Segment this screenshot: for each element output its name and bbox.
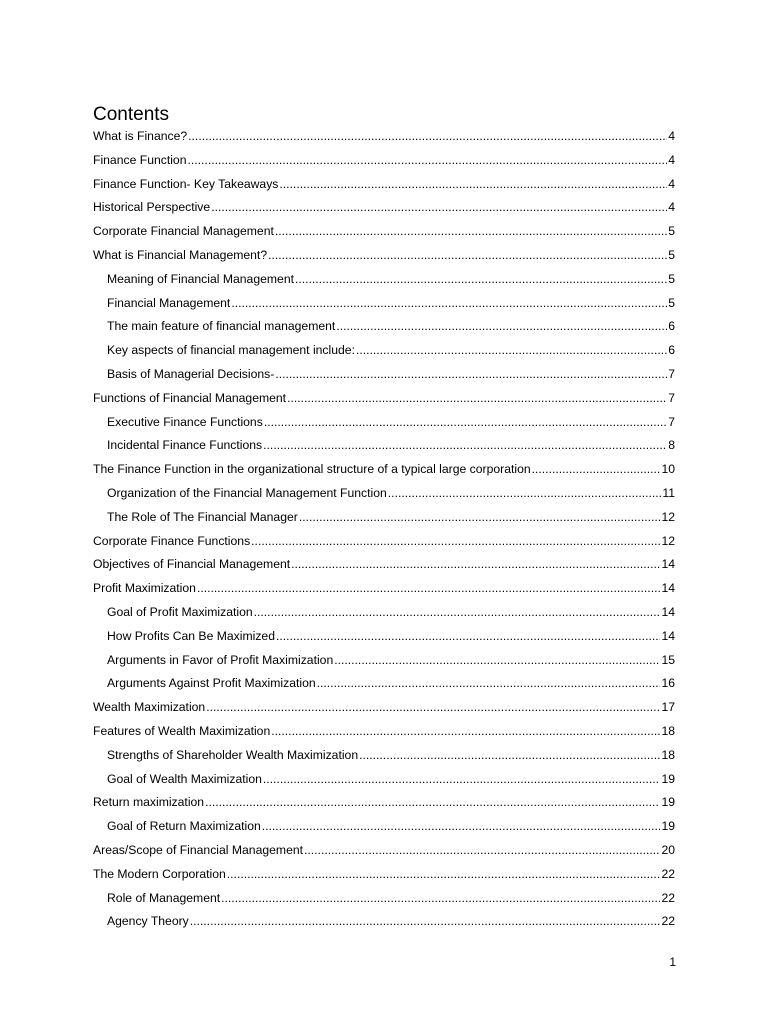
toc-entry[interactable] [93, 363, 675, 387]
toc-entry[interactable] [93, 315, 675, 339]
toc-entry-page: 17 [661, 700, 675, 715]
toc-entry-label: Agency Theory [107, 914, 189, 929]
toc-entry-page: 22 [661, 866, 675, 881]
toc-entry-page: 5 [668, 247, 675, 262]
toc-entry-label: Incidental Finance Functions [107, 438, 263, 453]
toc-dot-leader [254, 601, 661, 625]
toc-entry[interactable] [93, 696, 675, 720]
page-title: Contents [93, 104, 170, 125]
toc-entry-label: Historical Perspective [93, 200, 211, 215]
toc-entry-label: Return maximization [93, 795, 205, 810]
toc-entry[interactable] [93, 625, 675, 649]
toc-entry-page: 4 [668, 152, 675, 167]
toc-entry[interactable] [93, 506, 675, 530]
toc-dot-leader [264, 411, 667, 435]
toc-entry-page: 4 [668, 129, 675, 143]
toc-entry[interactable] [93, 577, 675, 601]
toc-entry[interactable] [93, 292, 675, 316]
toc-entry[interactable] [93, 839, 675, 863]
toc-dot-leader [287, 387, 667, 411]
toc-entry-label: Key aspects of financial management include: [107, 343, 355, 358]
toc-entry[interactable] [93, 672, 675, 696]
toc-dot-leader [221, 887, 660, 911]
toc-entry-label: What is Financial Management? [93, 247, 268, 262]
toc-entry-label: Functions of Financial Management [93, 390, 287, 405]
toc-entry-page: 8 [668, 438, 675, 453]
toc-entry-label: The Modern Corporation [93, 866, 226, 881]
toc-dot-leader [532, 458, 661, 482]
toc-entry-label: Profit Maximization [93, 581, 196, 596]
toc-entry-label: Basis of Managerial Decisions- [107, 366, 275, 381]
toc-dot-leader [211, 196, 667, 220]
toc-entry[interactable] [93, 244, 675, 268]
toc-entry-page: 19 [661, 771, 675, 786]
toc-entry-page: 5 [668, 295, 675, 310]
toc-entry-page: 4 [668, 176, 675, 191]
toc-entry[interactable] [93, 815, 675, 839]
toc-entry[interactable] [93, 411, 675, 435]
toc-entry-label: The Role of The Financial Manager [107, 509, 298, 524]
toc-entry-label: What is Finance? [93, 129, 188, 143]
toc-entry[interactable] [93, 553, 675, 577]
toc-dot-leader [188, 149, 668, 173]
toc-entry-label: The Finance Function in the organizational structure of a typical large corporation [93, 462, 531, 477]
toc-entry-page: 19 [661, 795, 675, 810]
toc-entry[interactable] [93, 458, 675, 482]
toc-entry-page: 4 [668, 200, 675, 215]
toc-entry[interactable] [93, 387, 675, 411]
toc-entry-page: 22 [661, 890, 675, 905]
toc-entry[interactable] [93, 530, 675, 554]
toc-dot-leader [227, 863, 661, 887]
toc-entry-page: 7 [668, 414, 675, 429]
toc-dot-leader [317, 672, 661, 696]
table-of-contents [93, 125, 675, 934]
toc-entry[interactable] [93, 339, 675, 363]
toc-entry-page: 14 [661, 557, 675, 572]
toc-entry-label: How Profits Can Be Maximized [107, 628, 275, 643]
toc-entry[interactable] [93, 434, 675, 458]
toc-entry[interactable] [93, 863, 675, 887]
toc-entry-page: 14 [661, 604, 675, 619]
toc-entry-label: Corporate Financial Management [93, 224, 274, 239]
toc-dot-leader [275, 220, 667, 244]
toc-entry-page: 11 [662, 485, 675, 500]
toc-entry-label: Features of Wealth Maximization [93, 723, 271, 738]
toc-dot-leader [279, 173, 667, 197]
toc-entry-label: Goal of Profit Maximization [107, 604, 253, 619]
toc-dot-leader [231, 292, 667, 316]
toc-entry-page: 5 [668, 224, 675, 239]
toc-entry-page: 6 [668, 319, 675, 334]
toc-entry[interactable] [93, 149, 675, 173]
toc-entry[interactable] [93, 649, 675, 673]
toc-entry[interactable] [93, 268, 675, 292]
toc-dot-leader [334, 649, 660, 673]
toc-entry[interactable] [93, 720, 675, 744]
toc-entry-page: 19 [661, 819, 675, 834]
toc-dot-leader [190, 910, 661, 934]
toc-dot-leader [188, 125, 667, 149]
toc-entry-label: Meaning of Financial Management [107, 271, 294, 286]
toc-dot-leader [276, 625, 660, 649]
toc-entry-page: 10 [661, 462, 675, 477]
toc-dot-leader [291, 553, 660, 577]
toc-dot-leader [206, 696, 660, 720]
toc-dot-leader [251, 530, 660, 554]
toc-dot-leader [262, 815, 661, 839]
toc-entry-page: 16 [661, 676, 675, 691]
toc-entry-page: 12 [661, 509, 675, 524]
toc-dot-leader [299, 506, 661, 530]
toc-dot-leader [263, 434, 667, 458]
toc-dot-leader [263, 768, 661, 792]
toc-entry-label: Role of Management [107, 890, 221, 905]
toc-entry[interactable] [93, 887, 675, 911]
toc-entry[interactable] [93, 220, 675, 244]
toc-entry[interactable] [93, 125, 675, 149]
toc-entry[interactable] [93, 173, 675, 197]
toc-entry-page: 6 [668, 343, 675, 358]
toc-entry[interactable] [93, 768, 675, 792]
toc-dot-leader [205, 791, 660, 815]
toc-entry-label: Arguments Against Profit Maximization [107, 676, 316, 691]
toc-entry-label: Goal of Wealth Maximization [107, 771, 262, 786]
toc-entry-page: 15 [661, 652, 675, 667]
toc-entry-page: 7 [668, 390, 675, 405]
toc-entry-label: Financial Management [107, 295, 231, 310]
toc-entry-label: Strengths of Shareholder Wealth Maximization [107, 747, 359, 762]
toc-dot-leader [304, 839, 660, 863]
toc-dot-leader [359, 744, 660, 768]
toc-entry-page: 18 [661, 723, 675, 738]
toc-entry-page: 18 [661, 747, 675, 762]
toc-entry-label: Organization of the Financial Management Function [107, 485, 387, 500]
toc-entry-label: Arguments in Favor of Profit Maximization [107, 652, 334, 667]
toc-dot-leader [275, 363, 667, 387]
toc-entry-label: Finance Function [93, 152, 187, 167]
toc-entry[interactable] [93, 791, 675, 815]
toc-entry[interactable] [93, 482, 675, 506]
toc-entry[interactable] [93, 601, 675, 625]
toc-entry[interactable] [93, 196, 675, 220]
toc-entry-label: Goal of Return Maximization [107, 819, 261, 834]
toc-entry-page: 14 [661, 628, 675, 643]
toc-entry-page: 12 [661, 533, 675, 548]
toc-entry-page: 7 [668, 366, 675, 381]
toc-entry-label: Finance Function- Key Takeaways [93, 176, 279, 191]
toc-dot-leader [271, 720, 660, 744]
toc-entry[interactable] [93, 910, 675, 934]
toc-entry-label: Wealth Maximization [93, 700, 206, 715]
toc-entry-label: Executive Finance Functions [107, 414, 263, 429]
toc-dot-leader [356, 339, 667, 363]
toc-entry-label: Objectives of Financial Management [93, 557, 291, 572]
page-number: 1 [669, 955, 676, 969]
toc-entry-label: Areas/Scope of Financial Management [93, 842, 304, 857]
toc-entry-page: 14 [661, 581, 675, 596]
toc-entry-page: 5 [668, 271, 675, 286]
toc-entry[interactable] [93, 744, 675, 768]
toc-dot-leader [197, 577, 660, 601]
toc-entry-page: 22 [661, 914, 675, 929]
toc-entry-page: 20 [661, 842, 675, 857]
toc-dot-leader [388, 482, 662, 506]
toc-entry-label: Corporate Finance Functions [93, 533, 251, 548]
toc-dot-leader [295, 268, 667, 292]
toc-entry-label: The main feature of financial management [107, 319, 336, 334]
toc-dot-leader [336, 315, 667, 339]
toc-dot-leader [268, 244, 667, 268]
